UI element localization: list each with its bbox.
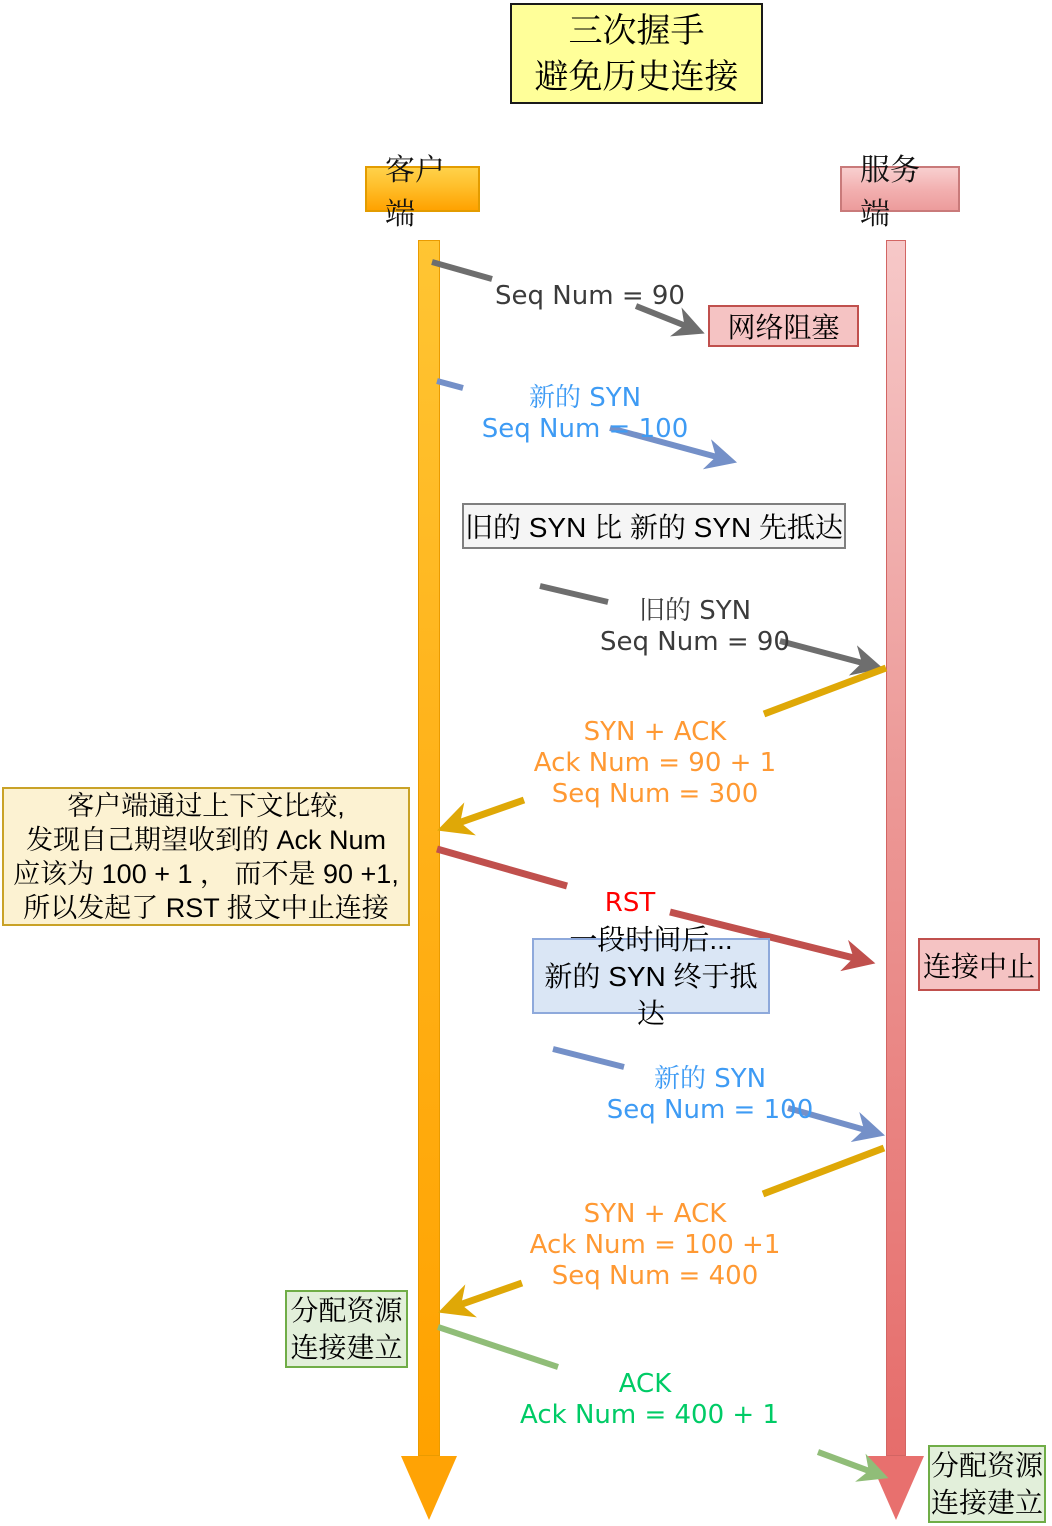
- client-actor-label: 客户端: [365, 166, 480, 212]
- note-client-rst-reason: 客户端通过上下文比较, 发现自己期望收到的 Ack Num 应该为 100 + 1 ， 而不是 90 +1, 所以发起了 RST 报文中止连接: [2, 787, 410, 926]
- note-client-established: 分配资源 连接建立: [285, 1290, 408, 1368]
- note-connection-aborted: 连接中止: [918, 938, 1040, 991]
- note-old-syn-arrives-first: 旧的 SYN 比 新的 SYN 先抵达: [462, 503, 846, 549]
- server-lifeline-arrowhead-icon: [868, 1456, 924, 1520]
- client-lifeline-bar: [418, 240, 440, 1456]
- server-actor-label: 服务端: [840, 166, 960, 212]
- diagram-title-line2: 避免历史连接: [534, 57, 739, 96]
- note-after-a-while: 一段时间后... 新的 SYN 终于抵达: [532, 938, 770, 1014]
- msg-syn-ack-first: SYN + ACK Ack Num = 90 + 1 Seq Num = 300: [533, 717, 777, 809]
- server-lifeline-bar: [886, 240, 906, 1456]
- msg-new-syn-second: 新的 SYN Seq Num = 100: [606, 1064, 814, 1125]
- msg-rst: RST: [604, 888, 656, 918]
- msg-syn-ack-second: SYN + ACK Ack Num = 100 +1 Seq Num = 400: [529, 1199, 781, 1291]
- msg-old-syn-send: Seq Num = 90: [495, 281, 685, 311]
- msg-new-syn-first: 新的 SYN Seq Num = 100: [481, 383, 689, 444]
- diagram-title: [510, 3, 763, 104]
- msg-ack: ACK Ack Num = 400 + 1: [520, 1369, 779, 1430]
- note-network-congestion: 网络阻塞: [708, 305, 859, 347]
- client-lifeline-arrowhead-icon: [401, 1456, 457, 1520]
- msg-old-syn-arrive: 旧的 SYN Seq Num = 90: [600, 596, 790, 657]
- diagram-title-line1: 三次握手: [568, 11, 705, 50]
- note-server-established: 分配资源 连接建立: [928, 1445, 1046, 1523]
